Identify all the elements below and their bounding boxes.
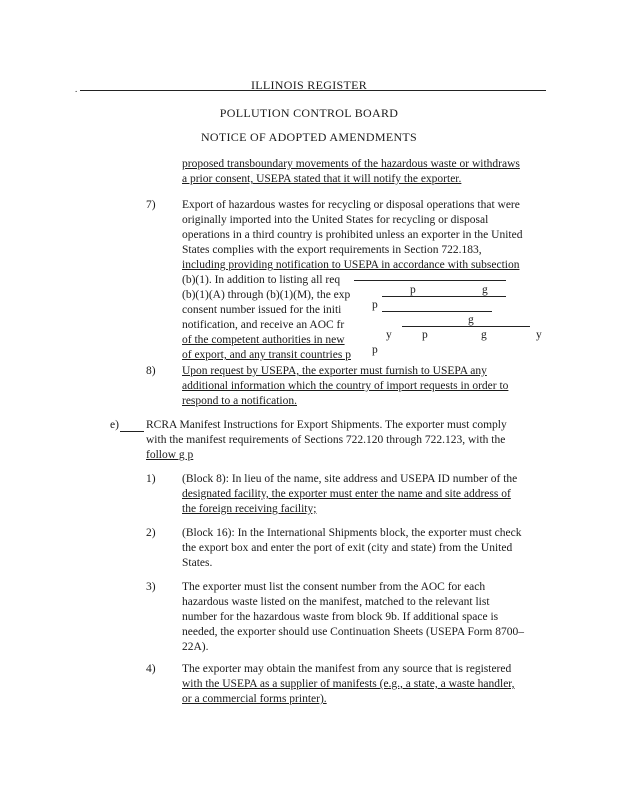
- item-7-number: 7): [146, 199, 156, 211]
- sub-1-line: designated facility, the exporter must enter the name and site address of: [182, 488, 511, 500]
- item-7-line: of export, and any transit countries p: [182, 349, 351, 361]
- sub-1-line: (Block 8): In lieu of the name, site address and USEPA ID number of the: [182, 473, 518, 485]
- sub-2-line: the export box and enter the port of exit (city and state) from the United: [182, 542, 513, 554]
- scan-rule: [402, 326, 530, 327]
- scan-rule: [120, 431, 144, 432]
- sub-3-line: number for the hazardous waste from block 9b. If additional space is: [182, 611, 499, 623]
- item-e-paragraph: [146, 418, 507, 463]
- scan-fragment: g: [482, 284, 488, 296]
- sub-3-line: hazardous waste listed on the manifest, matched to the relevant list: [182, 596, 490, 608]
- sub-3-line: 22A).: [182, 641, 209, 653]
- sub-2-number: 2): [146, 527, 156, 539]
- sub-1-number: 1): [146, 473, 156, 485]
- board-title: POLLUTION CONTROL BOARD: [219, 106, 399, 120]
- scan-fragment: y: [386, 329, 392, 341]
- item-7-line: of the competent authorities in new: [182, 334, 345, 346]
- item-8-paragraph: [182, 364, 508, 409]
- item-e-line: follow g p: [146, 449, 194, 461]
- scan-fragment: g: [481, 329, 487, 341]
- continuation-line: proposed transboundary movements of the hazardous waste or withdraws: [182, 158, 520, 170]
- header-rule: [80, 90, 546, 91]
- sub-1-paragraph: [182, 472, 517, 517]
- sub-3-line: needed, the exporter should use Continuation Sheets (USEPA Form 8700–: [182, 626, 524, 638]
- scan-fragment: p: [372, 299, 378, 311]
- sub-1-line: the foreign receiving facility;: [182, 503, 317, 515]
- scan-rule: [382, 311, 492, 312]
- item-8-number: 8): [146, 365, 156, 377]
- item-e-line: with the manifest requirements of Sections 722.120 through 722.123, with the: [146, 434, 506, 446]
- item-e-letter: e): [110, 419, 119, 431]
- sub-4-line: The exporter may obtain the manifest from any source that is registered: [182, 663, 512, 675]
- sub-2-line: States.: [182, 557, 213, 569]
- sub-3-number: 3): [146, 581, 156, 593]
- item-7-line: operations in a third country is prohibited unless an exporter in the United: [182, 229, 523, 241]
- scan-fragment: p: [372, 344, 378, 356]
- sub-4-line: or a commercial forms printer).: [182, 693, 327, 705]
- scan-fragment: p: [422, 329, 428, 341]
- sub-2-paragraph: [182, 526, 521, 571]
- item-e-line: RCRA Manifest Instructions for Export Shipments. The exporter must comply: [146, 419, 507, 431]
- scan-fragment: p: [410, 284, 416, 296]
- item-7-line: consent number issued for the initi: [182, 304, 342, 316]
- continuation-paragraph: [182, 157, 520, 187]
- scan-rule: [354, 280, 506, 281]
- item-7-line: originally imported into the United States for recycling or disposal: [182, 214, 489, 226]
- sub-4-paragraph: [182, 662, 515, 707]
- item-7-line: States complies with the export requirements in Section 722.183,: [182, 244, 482, 256]
- item-7-line: notification, and receive an AOC fr: [182, 319, 345, 331]
- sub-3-line: The exporter must list the consent number from the AOC for each: [182, 581, 486, 593]
- scan-fragment: g: [468, 314, 474, 326]
- sub-3-paragraph: [182, 580, 524, 655]
- sub-4-line: with the USEPA as a supplier of manifests (e.g., a state, a waste handler,: [182, 678, 515, 690]
- item-7-line: (b)(1)(A) through (b)(1)(M), the exp: [182, 289, 351, 301]
- item-7-line: (b)(1). In addition to listing all req: [182, 274, 341, 286]
- item-8-line: additional information which the country of import requests in order to: [182, 380, 509, 392]
- sub-4-number: 4): [146, 663, 156, 675]
- register-title: ILLINOIS REGISTER: [250, 78, 368, 92]
- item-8-line: respond to a notification.: [182, 395, 297, 407]
- notice-title: NOTICE OF ADOPTED AMENDMENTS: [200, 130, 418, 144]
- sub-2-line: (Block 16): In the International Shipments block, the exporter must check: [182, 527, 522, 539]
- item-8-line: Upon request by USEPA, the exporter must furnish to USEPA any: [182, 365, 487, 377]
- item-7-line: Export of hazardous wastes for recycling or disposal operations that were: [182, 199, 520, 211]
- margin-mark: .: [75, 84, 78, 94]
- continuation-line: a prior consent, USEPA stated that it will notify the exporter.: [182, 173, 462, 185]
- item-7-line: including providing notification to USEPA in accordance with subsection: [182, 259, 520, 271]
- scan-fragment: y: [536, 329, 542, 341]
